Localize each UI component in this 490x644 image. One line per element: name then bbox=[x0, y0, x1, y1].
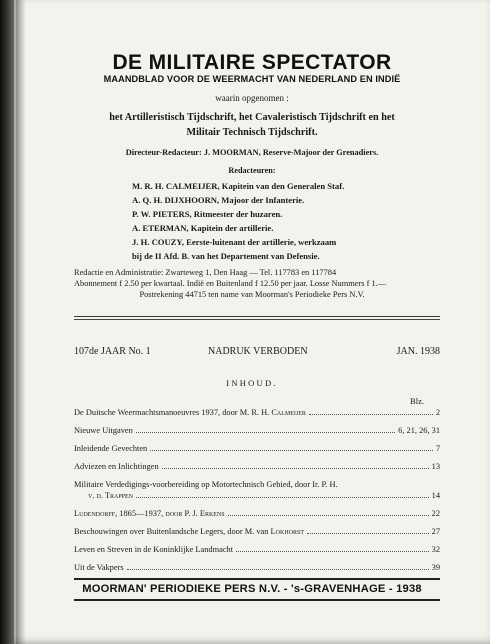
editor-line: A. Q. H. DIJXHOORN, Majoor der Infanterie. bbox=[132, 195, 305, 205]
director-editor: Directeur-Redacteur: J. MOORMAN, Reserve-Majoor der Grenadiers. bbox=[125, 148, 379, 157]
contents-heading: INHOUD. bbox=[226, 378, 278, 388]
leader-dots bbox=[136, 497, 429, 498]
included-journals-line1: het Artilleristisch Tijdschrift, het Cavaleristisch Tijdschrift en het bbox=[109, 112, 395, 123]
toc-entry-page: 39 bbox=[431, 563, 440, 572]
publisher-footer: MOORMAN' PERIODIEKE PERS N.V. - 's-GRAVENHAGE - 1938 bbox=[82, 583, 422, 595]
toc-entry-title: Uit de Vakpers bbox=[74, 563, 124, 572]
leader-dots bbox=[228, 515, 429, 516]
toc-entry[interactable] bbox=[74, 527, 440, 540]
leader-dots bbox=[309, 414, 433, 415]
editor-line: bij de II Afd. B. van het Departement van Defensie. bbox=[132, 251, 320, 261]
leader-dots bbox=[236, 551, 429, 552]
toc-entry-author: Lokhorst bbox=[270, 527, 304, 536]
toc-entry-page: 6, 21, 26, 31 bbox=[398, 426, 440, 435]
divider bbox=[74, 316, 440, 317]
divider bbox=[74, 578, 440, 580]
year-number: 107de JAAR No. 1 bbox=[74, 346, 151, 357]
toc-entry-title: Inleidende Gevechten bbox=[74, 444, 148, 453]
toc-entry[interactable] bbox=[74, 491, 440, 504]
leader-dots bbox=[127, 569, 429, 570]
toc-entry[interactable] bbox=[74, 408, 440, 421]
leader-dots bbox=[150, 450, 433, 451]
scan-edge bbox=[0, 0, 14, 644]
editor-line: J. H. COUZY, Eerste-luitenant der artillerie, werkzaam bbox=[132, 237, 337, 247]
page-column-label: Blz. bbox=[410, 396, 425, 406]
toc-entry[interactable] bbox=[74, 509, 440, 522]
editor-line: M. R. H. CALMEIJER, Kapitein van den Generalen Staf. bbox=[132, 181, 345, 191]
toc-entry-page: 2 bbox=[435, 408, 440, 417]
including-label: waarin opgenomen : bbox=[215, 93, 289, 103]
journal-page bbox=[14, 0, 490, 644]
postal-account: Postrekening 44715 ten name van Moorman's Periodieke Pers N.V. bbox=[139, 290, 365, 299]
editor-line: P. W. PIETERS, Ritmeester der huzaren. bbox=[132, 209, 283, 219]
editor-line: A. ETERMAN, Kapitein der artillerie. bbox=[132, 223, 274, 233]
toc-entry-title[interactable]: Militaire Verdedigings-voorbereiding op Motortechnisch Gebied, door Ir. P. H. bbox=[74, 480, 338, 489]
toc-entry[interactable] bbox=[74, 545, 440, 558]
toc-entry-title: Leven en Streven in de Koninklijke Landmacht bbox=[74, 545, 234, 554]
toc-entry-title: Beschouwingen over Buitenlandsche Legers, door M. van bbox=[74, 527, 271, 536]
toc-entry[interactable] bbox=[74, 426, 440, 439]
issue-date: JAN. 1938 bbox=[396, 346, 440, 357]
toc-entry-page: 27 bbox=[431, 527, 440, 536]
subscription-rates: Abonnement f 2.50 per kwartaal. Indië en Buitenland f 12.50 per jaar. Losse Nummers f 1.— bbox=[74, 279, 387, 288]
toc-entry-page: 22 bbox=[431, 509, 440, 518]
toc-entry[interactable] bbox=[74, 444, 440, 457]
leader-dots bbox=[307, 533, 429, 534]
toc-entry[interactable] bbox=[74, 462, 440, 475]
included-journals-line2: Militair Technisch Tijdschrift. bbox=[186, 127, 318, 138]
leader-dots bbox=[136, 432, 395, 433]
toc-entry-title: Nieuwe Uitgaven bbox=[74, 426, 133, 435]
journal-title: DE MILITAIRE SPECTATOR bbox=[112, 51, 392, 74]
toc-entry-page: 32 bbox=[431, 545, 440, 554]
toc-entry-title: Ludendorff, 1865—1937, door P. J. bbox=[74, 509, 200, 518]
reprint-notice: NADRUK VERBODEN bbox=[208, 346, 308, 357]
administration-address: Redactie en Administratie: Zwarteweg 1, Den Haag — Tel. 117783 en 117784 bbox=[74, 268, 337, 277]
toc-entry-page: 14 bbox=[431, 491, 440, 500]
toc-entry-page: 7 bbox=[435, 444, 440, 453]
journal-subtitle: MAANDBLAD VOOR DE WEERMACHT VAN NEDERLAND EN INDIË bbox=[103, 74, 401, 84]
editors-heading: Redacteuren: bbox=[228, 166, 276, 175]
toc-entry[interactable] bbox=[74, 563, 440, 576]
toc-entry-author: Calmeijer bbox=[271, 408, 306, 417]
toc-entry-page: 13 bbox=[431, 462, 440, 471]
toc-entry-author: v. d. Trappen bbox=[88, 491, 134, 500]
toc-entry-title: De Duitsche Weermachtsmanoeuvres 1937, door M. R. H. bbox=[74, 408, 272, 417]
toc-entry-author: Erkens bbox=[199, 509, 225, 518]
toc-entry-title: Adviezen en Inlichtingen bbox=[74, 462, 159, 471]
divider bbox=[74, 319, 440, 320]
divider bbox=[74, 599, 440, 601]
leader-dots bbox=[162, 468, 429, 469]
